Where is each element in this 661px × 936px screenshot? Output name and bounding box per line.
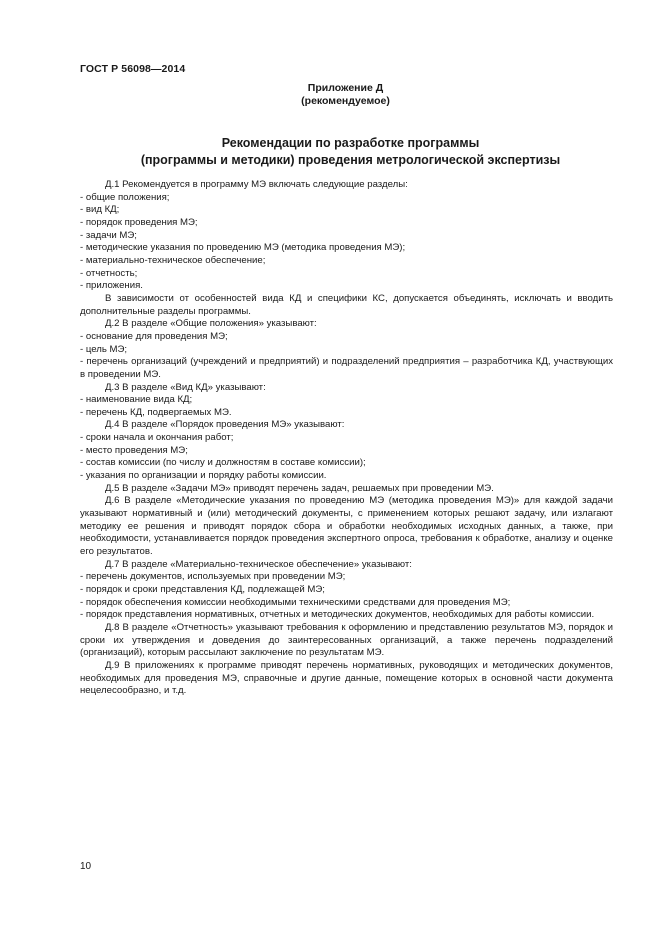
clause-d9: Д.9 В приложениях к программе приводят перечень нормативных, руководящих и методических документов, необходимых для проведения МЭ, справочные и другие данные, помещение которых в основной части документа нецелесообразно, и т.д.: [80, 659, 613, 697]
list-item: - наименование вида КД;: [80, 394, 193, 406]
list-item: - вид КД;: [80, 204, 120, 216]
list-item: - указания по организации и порядку работы комиссии.: [80, 470, 327, 482]
clause-d7: Д.7 В разделе «Материально-техническое обеспечение» указывают:: [105, 558, 412, 570]
list-item: - перечень документов, используемых при проведении МЭ;: [80, 571, 346, 583]
list-item: - порядок и сроки представления КД, подлежащей МЭ;: [80, 584, 325, 595]
list-item: - задачи МЭ;: [80, 229, 137, 241]
annex-heading: [0, 82, 661, 108]
list-item: - место проведения МЭ;: [80, 444, 188, 456]
list-item: - цель МЭ;: [80, 343, 128, 355]
list-item: - сроки начала и окончания работ;: [80, 432, 234, 444]
annex-status: (рекомендуемое): [301, 95, 390, 107]
list-item: - основание для проведения МЭ;: [80, 330, 228, 342]
clause-d4: Д.4 В разделе «Порядок проведения МЭ» указывают:: [105, 419, 345, 431]
annex-label: Приложение Д: [307, 82, 384, 94]
clause-d3: Д.3 В разделе «Вид КД» указывают:: [105, 381, 266, 393]
list-item: - порядок представления нормативных, отчетных и методических документов, необходимых для работы комиссии.: [80, 609, 595, 621]
clause-d1: Д.1 Рекомендуется в программу МЭ включать следующие разделы:: [105, 179, 408, 190]
paragraph: В зависимости от особенностей вида КД и специфики КС, допускается объединять, исключать и вводить дополнительные разделы программы.: [80, 292, 613, 317]
clause-d5: Д.5 В разделе «Задачи МЭ» приводят перечень задач, решаемых при проведении МЭ.: [105, 482, 494, 494]
document-header: ГОСТ Р 56098—2014: [80, 63, 186, 75]
list-item: - отчетность;: [80, 267, 138, 279]
title-line-1: Рекомендации по разработке программы: [221, 136, 480, 150]
list-item: - перечень КД, подвергаемых МЭ.: [80, 406, 232, 418]
clause-d8: Д.8 В разделе «Отчетность» указывают требования к оформлению и представлению результатов МЭ, порядок и сроки их утверждения и доведения до заинтересованных организаций, а также перечень подразделений (организаций), которым рассылают заключение по результатам МЭ.: [80, 621, 613, 659]
list-item: - порядок обеспечения комиссии необходимыми техническими средствами для проведения МЭ;: [80, 596, 511, 608]
clause-d6: Д.6 В разделе «Методические указания по проведению МЭ (методика проведения МЭ)» для каждой задачи указывают нормативный и (или) методический документы, с применением которых решают задачу, или излагают методику ее решения и приводят порядок сбора и обработки необходимых исходных данных, а также, при необходимости, устанавливается порядок проведения экспертного опроса, требования к обработке, анализу и оценке его результатов.: [80, 495, 613, 558]
list-item: - приложения.: [80, 280, 143, 292]
list-item: - общие положения;: [80, 191, 170, 203]
document-body: [80, 179, 613, 698]
annex-title: [0, 135, 661, 169]
title-line-2: (программы и методики) проведения метрологической экспертизы: [140, 153, 561, 167]
page-number: 10: [80, 861, 92, 872]
list-item: - порядок проведения МЭ;: [80, 216, 198, 228]
clause-d2: Д.2 В разделе «Общие положения» указывают:: [105, 318, 317, 330]
list-item: - материально-техническое обеспечение;: [80, 254, 266, 266]
list-item: - состав комиссии (по числу и должностям в составе комиссии);: [80, 457, 366, 469]
list-item: - перечень организаций (учреждений и предприятий) и подразделений предприятия – разработчика КД, участвующих в проведении МЭ.: [80, 356, 613, 380]
list-item: - методические указания по проведению МЭ (методика проведения МЭ);: [80, 242, 406, 254]
